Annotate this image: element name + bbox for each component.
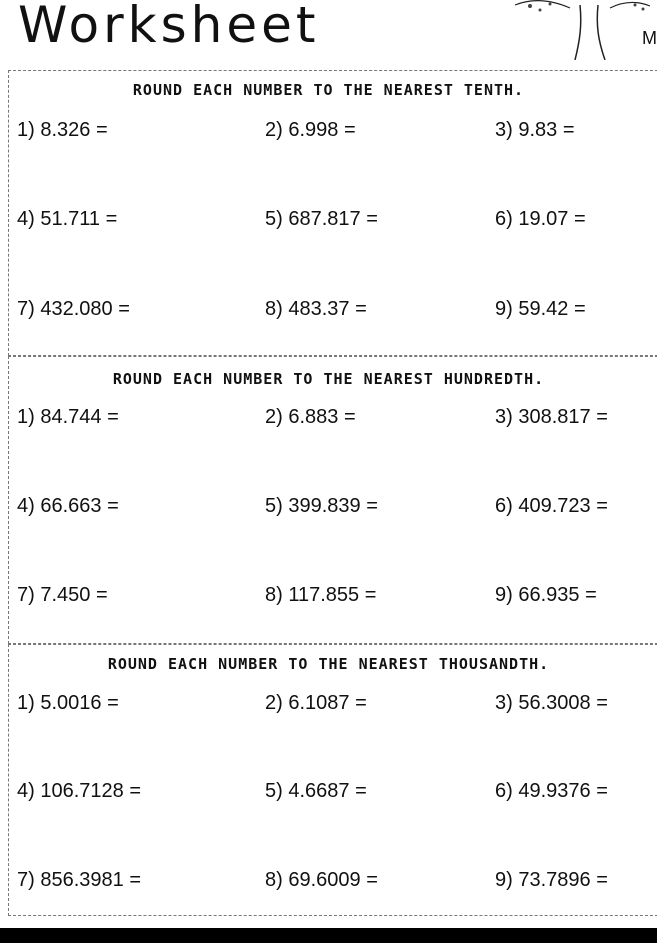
problem: 5) 399.839 = bbox=[265, 495, 378, 517]
problem: 1) 84.744 = bbox=[17, 406, 119, 428]
problem: 8) 117.855 = bbox=[265, 584, 377, 606]
problem: 7) 7.450 = bbox=[17, 584, 108, 606]
problem: 9) 73.7896 = bbox=[495, 869, 608, 891]
footer-bar bbox=[0, 928, 657, 943]
problem: 4) 51.711 = bbox=[17, 208, 118, 230]
problem: 7) 856.3981 = bbox=[17, 869, 141, 891]
problem: 6) 19.07 = bbox=[495, 208, 586, 230]
problem: 3) 56.3008 = bbox=[495, 692, 608, 714]
section-heading: ROUND EACH NUMBER TO THE NEAREST THOUSANDTH. bbox=[107, 655, 550, 673]
section-heading: ROUND EACH NUMBER TO THE NEAREST HUNDREDTH. bbox=[112, 370, 545, 388]
problem: 5) 4.6687 = bbox=[265, 780, 367, 802]
problem: 3) 9.83 = bbox=[495, 119, 575, 141]
problem: 8) 69.6009 = bbox=[265, 869, 378, 891]
problem: 9) 59.42 = bbox=[495, 298, 586, 320]
worksheet-title: Worksheet bbox=[18, 0, 320, 54]
problem: 5) 687.817 = bbox=[265, 208, 378, 230]
problem: 1) 8.326 = bbox=[17, 119, 108, 141]
tree-illustration bbox=[510, 0, 657, 60]
problem: 1) 5.0016 = bbox=[17, 692, 119, 714]
problem: 2) 6.998 = bbox=[265, 119, 356, 141]
problem: 6) 49.9376 = bbox=[495, 780, 608, 802]
problem: 8) 483.37 = bbox=[265, 298, 367, 320]
problem: 2) 6.883 = bbox=[265, 406, 356, 428]
section-heading: ROUND EACH NUMBER TO THE NEAREST TENTH. bbox=[132, 81, 525, 99]
problem: 9) 66.935 = bbox=[495, 584, 597, 606]
problem: 3) 308.817 = bbox=[495, 406, 608, 428]
problem: 6) 409.723 = bbox=[495, 495, 608, 517]
problem: 4) 66.663 = bbox=[17, 495, 119, 517]
problem: 7) 432.080 = bbox=[17, 298, 130, 320]
problem: 2) 6.1087 = bbox=[265, 692, 367, 714]
problem: 4) 106.7128 = bbox=[17, 780, 141, 802]
corner-letter: M bbox=[642, 28, 657, 48]
